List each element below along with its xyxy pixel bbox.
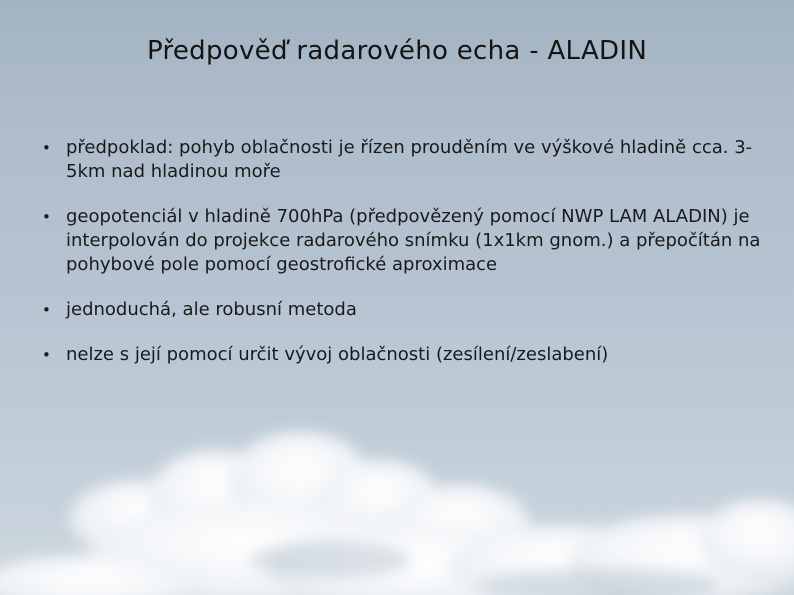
- bullet-item: [42, 136, 762, 184]
- bullet-item: [42, 205, 762, 277]
- bullet-glyph: •: [42, 208, 51, 226]
- bullet-text: předpoklad: pohyb oblačnosti je řízen prouděním ve výškové hladině cca. 3-5km nad hladinou moře: [66, 137, 753, 182]
- bullet-item: [42, 343, 762, 367]
- slide-title: Předpověď radarového echa - ALADIN: [146, 36, 648, 66]
- bullet-text: nelze s její pomocí určit vývoj oblačnosti (zesílení/zeslabení): [66, 344, 609, 365]
- bullet-item: [42, 298, 762, 322]
- bullet-glyph: •: [42, 346, 51, 364]
- bullet-text: geopotenciál v hladině 700hPa (předpovězený pomocí NWP LAM ALADIN) je interpolován do projekce radarového snímku (1x1km gnom.) a přepočítán na pohybové pole pomocí geostrofické aproximace: [66, 206, 761, 275]
- bullet-list: [42, 136, 762, 388]
- bullet-text: jednoduchá, ale robusní metoda: [66, 299, 357, 320]
- bullet-glyph: •: [42, 139, 51, 157]
- bullet-glyph: •: [42, 301, 51, 319]
